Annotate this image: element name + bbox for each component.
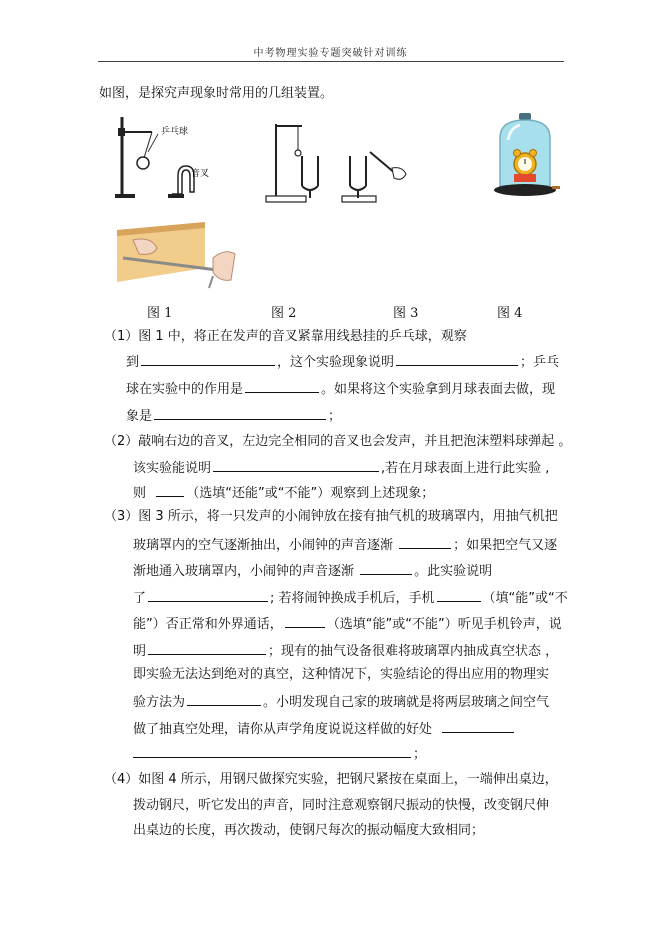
q2-line-2: [133, 458, 549, 478]
q3-text-l: 验方法为: [133, 695, 186, 710]
q1-line-4: [126, 406, 341, 426]
header-rule: [98, 61, 564, 62]
intro-text: 如图，是探究声现象时常用的几组装置。: [99, 86, 334, 101]
q2-line-3: [133, 483, 434, 503]
q3-line-4: [133, 588, 568, 608]
q1-text-a: 到: [126, 355, 140, 370]
ball-pointer: [148, 134, 158, 152]
plucking-hand: [213, 252, 235, 281]
page-header: 中考物理实验专题突破针对训练: [253, 48, 408, 59]
q2-line-1: （2）敲响右边的音叉，左边完全相同的音叉也会发声，并且把泡沫塑料球弹起 。: [104, 434, 572, 449]
q2-text-c: 则: [133, 486, 147, 501]
base-left: [266, 196, 306, 202]
caption-figure-4: 图 4: [497, 306, 523, 321]
q3-line-2: [133, 535, 557, 555]
q1-text-f: 象是: [126, 409, 153, 424]
hand: [392, 168, 406, 180]
caption-figure-3: 图 3: [393, 306, 419, 321]
q3-blank-method[interactable]: [187, 692, 261, 706]
q3-blank-benefit[interactable]: [442, 719, 514, 733]
q3-line-9: [133, 719, 516, 739]
clock-stand: [514, 174, 536, 182]
clock-bell-right: [530, 150, 537, 157]
q3-text-i: （选填“能”或“不能”）听见手机铃声，说: [326, 617, 562, 632]
q3-text-g: （填“能”或“不: [482, 591, 568, 606]
q3-text-b: ；如果把空气又逐: [453, 538, 558, 553]
ball-label: 乒乓球: [161, 127, 189, 137]
q3-text-h: 能”）否正常和外界通话，: [133, 617, 283, 632]
q1-line-2: [126, 352, 559, 372]
q2-text-a: 该实验能说明: [133, 461, 212, 476]
q3-line-3: [133, 561, 492, 581]
q2-text-d: （选填“还能”或“不能”）观察到上述现象；: [186, 486, 435, 501]
q1-blank-moon[interactable]: [154, 406, 326, 420]
q3-line-6: [133, 641, 558, 661]
q3-line-8: [133, 692, 549, 712]
q3-text-m: 。小明发现自己家的玻璃就是将两层玻璃之间空气: [263, 695, 550, 710]
clock-bell-left: [514, 150, 521, 157]
q4-line-1: （4）如图 4 所示，用钢尺做探究实验，把钢尺紧按在桌面上，一端伸出桌边，: [104, 772, 558, 787]
ruler-tip: [209, 276, 213, 288]
q3-text-f: ; 若将闹钟换成手机后，手机: [270, 591, 435, 606]
q1-blank-explain[interactable]: [396, 352, 518, 366]
q3-text-k: ；现有的抽气设备很难将玻璃罩内抽成真空状态 ，: [268, 644, 559, 659]
caption-figure-1: 图 1: [147, 306, 173, 321]
q2-blank-moon[interactable]: [156, 483, 184, 497]
q3-line-7: 即实验无法达到绝对的真空，这种情况下，实验结论的得出应用的物理实: [133, 667, 550, 682]
q3-blank-explain[interactable]: [148, 641, 266, 655]
fork-label: 音叉: [191, 169, 210, 179]
q1-blank-observe[interactable]: [141, 352, 275, 366]
q1-text-g: ；: [328, 409, 342, 424]
q1-text-d: 球在实验中的作用是: [126, 382, 244, 397]
figure-4-diagram: [113, 218, 238, 290]
q3-text-a: 玻璃罩内的空气逐渐抽出，小闹钟的声音逐渐: [133, 538, 394, 553]
q3-text-j: 明: [133, 644, 147, 659]
q3-blank-ringtone[interactable]: [285, 614, 325, 628]
q3-text-c: 渐地通入玻璃罩内，小闹钟的声音逐渐: [133, 564, 355, 579]
q1-blank-ball-role[interactable]: [245, 379, 319, 393]
q3-blank-conclusion[interactable]: [148, 588, 268, 602]
q3-line-5: [133, 614, 562, 634]
ping-pong-ball: [137, 157, 149, 169]
q3-text-n: 做了抽真空处理，请你从声学角度说说这样做的好处: [133, 722, 433, 737]
q1-line-1: （1）图 1 中，将正在发声的音叉紧靠用线悬挂的乒乓球，观察: [104, 329, 467, 344]
q3-text-e: 了: [133, 591, 147, 606]
figure-1-diagram: [112, 114, 210, 206]
q3-blank-phone-call[interactable]: [437, 588, 481, 602]
figure-3-diagram: [490, 110, 560, 200]
q3-line-1: （3）图 3 所示，将一只发声的小闹钟放在接有抽气机的玻璃罩内，用抽气机把: [104, 509, 558, 524]
q3-line-10: [131, 744, 426, 764]
fork-base: [168, 194, 184, 198]
q1-text-b: ，这个实验现象说明: [277, 355, 395, 370]
q3-text-o: ；: [413, 747, 427, 762]
caption-figure-2: 图 2: [271, 306, 297, 321]
q2-blank-explain[interactable]: [213, 458, 379, 472]
tuning-fork-right: [350, 156, 366, 198]
air-outlet: [552, 186, 560, 189]
q2-text-b: ,若在月球表面上进行此实验 ,: [381, 461, 550, 476]
q4-line-2: 拨动钢尺，听它发出的声音，同时注意观察钢尺振动的快慢，改变钢尺伸: [133, 798, 550, 813]
q3-blank-pump-out[interactable]: [399, 535, 451, 549]
jar-base: [494, 184, 556, 196]
figure-2-diagram: [262, 118, 410, 208]
q3-blank-pump-in[interactable]: [360, 561, 412, 575]
jar-knob: [519, 113, 531, 120]
q1-text-e: 。如果将这个实验拿到月球表面去做，现: [321, 382, 556, 397]
foam-ball: [295, 150, 301, 156]
q4-line-3: 出桌边的长度，再次拨动，使钢尺每次的振动幅度大致相同；: [133, 823, 485, 838]
q1-text-c: ；乒乓: [520, 355, 560, 370]
thread: [144, 132, 152, 158]
q3-blank-benefit-continued[interactable]: [133, 744, 411, 758]
stand-base: [115, 194, 135, 198]
tuning-fork-left: [302, 156, 318, 198]
q1-line-3: [126, 379, 555, 399]
q3-text-d: 。此实验说明: [414, 564, 493, 579]
